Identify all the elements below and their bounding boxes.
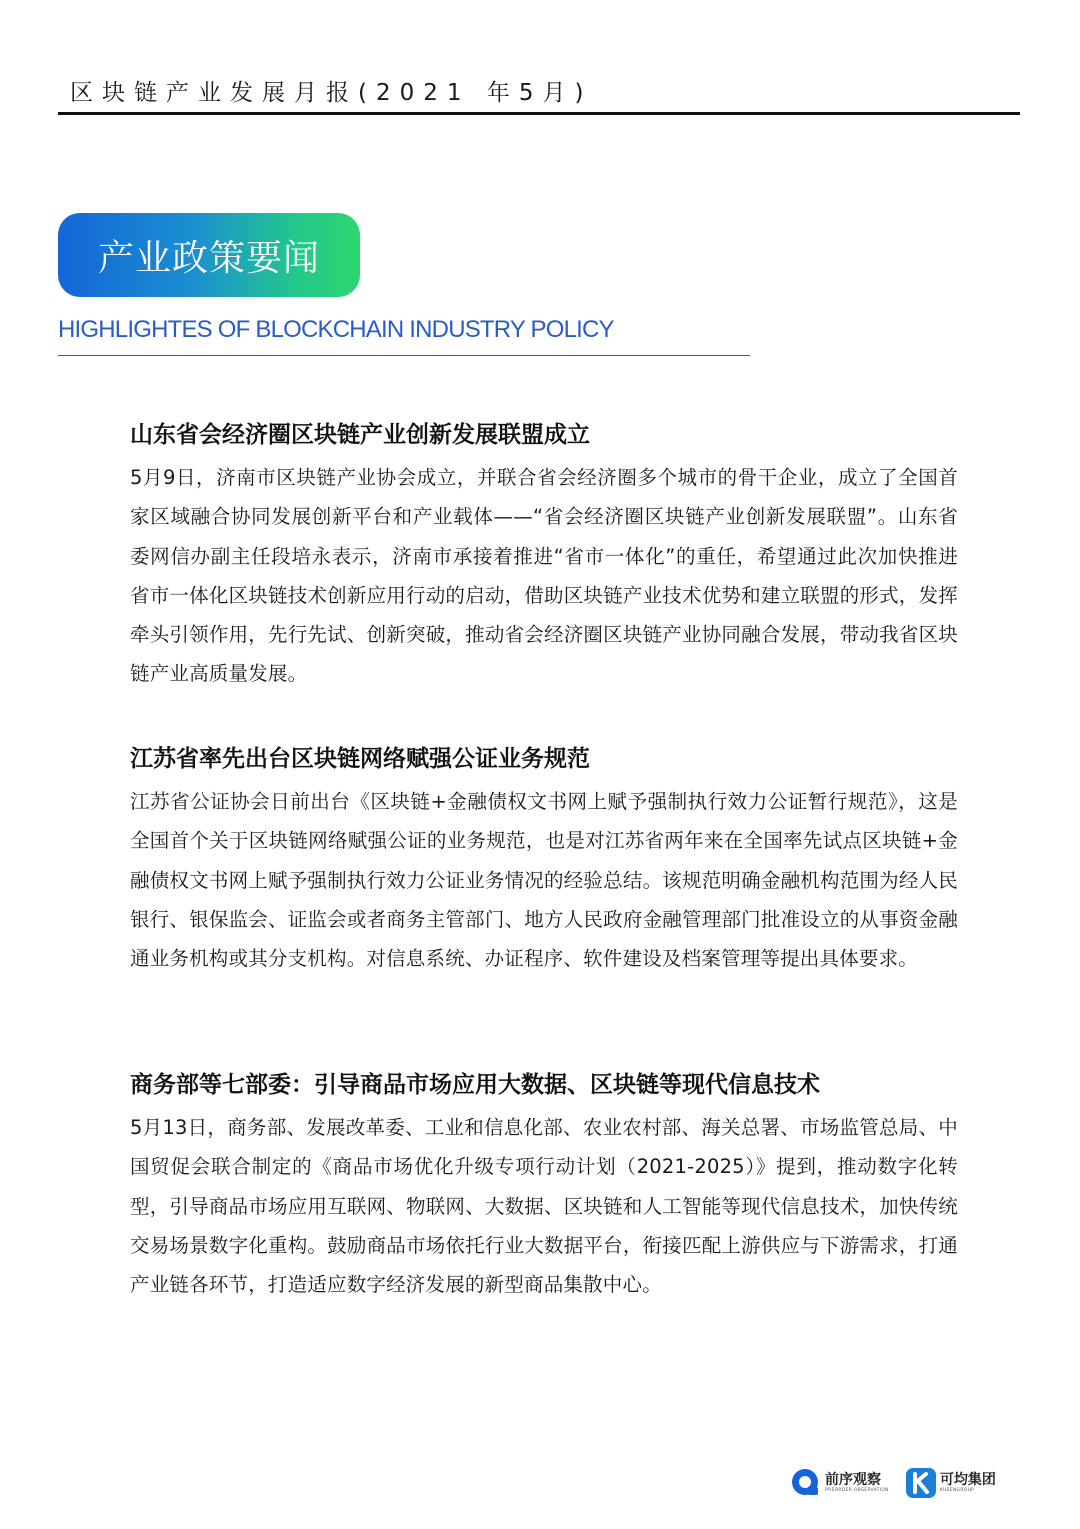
footer-logos	[790, 1463, 1010, 1503]
kueen-logo-subtitle: KUEENGROUP	[939, 1487, 975, 1493]
article-body: 5月13日，商务部、发展改革委、工业和信息化部、农业农村部、海关总署、市场监管总局、中国贸促会联合制定的《商品市场优化升级专项行动计划（2021-2025）》提到，推动数字化转型，引导商品市场应用互联网、物联网、大数据、区块链和人工智能等现代信息技术，加快传统交易场景数字化重构。鼓励商品市场依托行业大数据平台，衔接匹配上游供应与下游需求，打通产业链各环节，打造适应数字经济发展的新型商品集散中心。	[130, 1116, 958, 1297]
k-square-icon	[905, 1467, 937, 1499]
kueen-logo	[905, 1467, 996, 1499]
section-badge-label: 产业政策要闻	[97, 237, 320, 279]
preorder-logo-name: 前序观察	[825, 1471, 881, 1488]
article-title: 江苏省率先出台区块链网络赋强公证业务规范	[130, 746, 590, 772]
article-2	[130, 742, 958, 978]
kueen-logo-name: 可均集团	[939, 1471, 996, 1488]
article-body: 江苏省公证协会日前出台《区块链+金融债权文书网上赋予强制执行效力公证暂行规范》，这是全国首个关于区块链网络赋强公证的业务规范，也是对江苏省两年来在全国率先试点区块链+金融债权文书网上赋予强制执行效力公证业务情况的经验总结。该规范明确金融机构范围为经人民银行、银保监会、证监会或者商务主管部门、地方人民政府金融管理部门批准设立的从事资金融通业务机构或其分支机构。对信息系统、办证程序、软件建设及档案管理等提出具体要求。	[130, 790, 958, 971]
q-circle-icon	[790, 1467, 822, 1499]
article-1	[130, 418, 958, 694]
preorder-logo	[790, 1467, 889, 1499]
header-title: 区块链产业发展月报(2021 年5月)	[70, 80, 593, 106]
section-badge	[58, 213, 360, 297]
section-subtitle: HIGHLIGHTES OF BLOCKCHAIN INDUSTRY POLICY	[58, 316, 614, 343]
preorder-logo-subtitle: PREORDER OBSERVATION	[825, 1487, 889, 1493]
article-title: 商务部等七部委：引导商品市场应用大数据、区块链等现代信息技术	[130, 1072, 820, 1098]
header-divider	[58, 112, 1020, 115]
article-title: 山东省会经济圈区块链产业创新发展联盟成立	[130, 422, 590, 448]
section-subtitle-divider	[58, 355, 750, 356]
article-3	[130, 1068, 958, 1304]
article-body: 5月9日，济南市区块链产业协会成立，并联合省会经济圈多个城市的骨干企业，成立了全国首家区域融合协同发展创新平台和产业载体——“省会经济圈区块链产业创新发展联盟”。山东省委网信办副主任段培永表示，济南市承接着推进“省市一体化”的重任，希望通过此次加快推进省市一体化区块链技术创新应用行动的启动，借助区块链产业技术优势和建立联盟的形式，发挥牵头引领作用，先行先试、创新突破，推动省会经济圈区块链产业协同融合发展，带动我省区块链产业高质量发展。	[130, 466, 958, 686]
